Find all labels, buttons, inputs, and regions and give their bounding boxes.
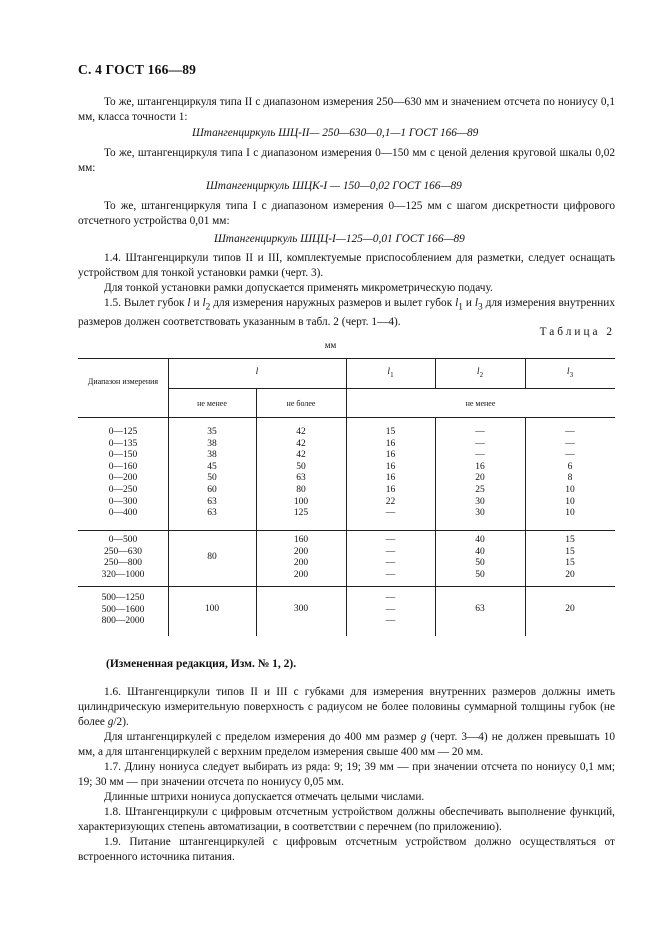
g2-l1-col — [346, 535, 435, 581]
g1-l2-col — [435, 427, 525, 520]
table-cell: 6 — [567, 461, 573, 472]
g1-l1-col — [346, 427, 435, 520]
header-range: Диапазон измерения — [87, 377, 159, 386]
paragraph-1-4: 1.4. Штангенциркули типов II и III, комплектуемые приспособлением для разметки, следует оснащать устройством для тонкой установки рамки (черт. 3). — [78, 252, 615, 279]
table-cell: 16 — [385, 450, 396, 461]
table-cell: 320—1000 — [101, 569, 145, 580]
table-cell: 500—1250 — [101, 593, 145, 603]
table-cell: — — [385, 616, 396, 627]
table-cell: 15 — [565, 546, 575, 557]
header-l2: $l_2$ — [476, 367, 484, 379]
table-cell: 0—150 — [108, 450, 138, 461]
table-cell: 63 — [207, 508, 217, 519]
table-cell: 0—300 — [108, 496, 138, 507]
paragraph-1-7-note: Длинные штрихи нониуса допускается отмечать целыми числами. — [104, 791, 425, 803]
table-cell: 40 — [475, 546, 485, 557]
header-max: не более — [286, 399, 316, 408]
g1-lmax-col — [256, 427, 346, 520]
g2-l3-col — [525, 535, 615, 581]
g1-lmin-col — [168, 427, 256, 520]
table-cell: 22 — [385, 496, 396, 507]
header-min-2: не менее — [465, 399, 496, 408]
table-cell: 50 — [475, 569, 485, 580]
table-cell: 50 — [207, 473, 217, 484]
table-cell: 42 — [296, 438, 306, 449]
table-cell: — — [385, 535, 396, 545]
table-cell: 16 — [385, 473, 396, 484]
table-cell: 250—630 — [104, 546, 142, 557]
g1-l3-col — [525, 427, 615, 520]
table-cell: 38 — [207, 438, 217, 449]
table-cell: 10 — [565, 508, 575, 519]
table-cell: 50 — [475, 558, 485, 569]
table-cell: — — [385, 558, 396, 569]
table-cell: 38 — [207, 450, 217, 461]
table-cell: 800—2000 — [101, 616, 145, 627]
table-cell: 16 — [385, 484, 396, 495]
designation-1: Штангенциркуль ШЦ-II— 250—630—0,1—1 ГОСТ 166—89 — [192, 127, 479, 139]
table-cell: 100 — [293, 496, 309, 507]
paragraph-1-4-note: Для тонкой установки рамки допускается применять микрометрическую подачу. — [104, 282, 493, 294]
table-cell: 0—160 — [108, 461, 138, 472]
table-cell: 0—200 — [108, 473, 138, 484]
paragraph-1-5: 1.5. Вылет губок l и $l_2$ для измерения наружных размеров и вылет губок $l_1$ и $l_3$ для измерения внутренних размеров должен соответствовать указанным в табл. 2 (черт. 1—4). — [78, 297, 615, 329]
table-cell: — — [475, 427, 485, 437]
table-cell: — — [385, 604, 396, 615]
designation-3: Штангенциркуль ШЦЦ-I—125—0,01 ГОСТ 166—89 — [214, 233, 465, 245]
table-cell: 15 — [565, 558, 575, 569]
table-cell: — — [475, 438, 485, 449]
table-cell: 0—135 — [108, 438, 138, 449]
header-l1: $l_1$ — [387, 367, 394, 379]
table-cell: 0—125 — [108, 427, 138, 437]
table-cell: 200 — [293, 569, 309, 580]
table-cell: 125 — [293, 508, 309, 519]
g2-lmax-col — [256, 535, 346, 581]
g3-l2-cell: 63 — [475, 604, 485, 614]
g1-range-col — [78, 427, 168, 520]
table-cell: 45 — [207, 461, 217, 472]
table-cell: 10 — [565, 496, 575, 507]
table-cell: 25 — [475, 484, 485, 495]
table-cell: — — [565, 427, 575, 437]
g3-lmin-cell: 100 — [204, 604, 220, 614]
table-cell: 30 — [475, 496, 485, 507]
paragraph-intro-1: То же, штангенциркуля типа II с диапазоном измерения 250—630 мм и значением отсчета по нониусу 0,1 мм, класса точности 1: — [78, 96, 615, 123]
table-cell: 30 — [475, 508, 485, 519]
table-cell: 160 — [293, 535, 309, 545]
table-cell: — — [565, 450, 575, 461]
header-l: l — [255, 367, 259, 377]
g2-l2-col — [435, 535, 525, 581]
paragraph-1-7: 1.7. Длину нониуса следует выбирать из ряда: 9; 19; 39 мм — при значении отсчета по нониусу 0,1 мм; 19; 30 мм — при значении отсчета по нониусу 0,05 мм. — [78, 761, 615, 788]
table-cell: — — [565, 438, 575, 449]
g3-l3-cell: 20 — [565, 604, 575, 614]
paragraph-intro-3: То же, штангенциркуля типа I с диапазоном измерения 0—125 мм с шагом дискретности цифрового отсчетного устройства 0,01 мм: — [78, 200, 615, 227]
page-header: С. 4 ГОСТ 166—89 — [78, 62, 197, 77]
amendment-note: (Измененная редакция, Изм. № 1, 2). — [106, 658, 297, 670]
table-cell: 500—1600 — [101, 604, 145, 615]
table-cell: 35 — [207, 427, 217, 437]
table-cell: 63 — [296, 473, 306, 484]
table-cell: 16 — [475, 461, 485, 472]
table-cell: 200 — [293, 546, 309, 557]
table-cell: 42 — [296, 427, 306, 437]
paragraph-1-9: 1.9. Питание штангенциркулей с цифровым отсчетным устройством должно осуществляться от встроенного источника питания. — [78, 836, 615, 863]
table-cell: — — [385, 593, 396, 603]
table-caption: Таблица 2 — [539, 326, 615, 338]
table-2 — [78, 358, 615, 636]
table-cell: — — [385, 546, 396, 557]
table-cell: 8 — [567, 473, 573, 484]
paragraph-intro-2: То же, штангенциркуля типа I с диапазоном измерения 0—150 мм с ценой деления круговой шкалы 0,02 мм: — [78, 147, 615, 174]
paragraph-1-6: 1.6. Штангенциркули типов II и III с губками для измерения внутренних размеров должны иметь цилиндрическую измерительную поверхность с радиусом не более половины суммарной толщины губок (не более g/2). — [78, 686, 615, 728]
g3-range-col — [78, 593, 168, 628]
table-cell: 0—400 — [108, 508, 138, 519]
designation-2: Штангенциркуль ШЦК-I — 150—0,02 ГОСТ 166—89 — [206, 180, 462, 192]
table-cell: — — [385, 508, 396, 519]
table-cell: 20 — [475, 473, 485, 484]
table-cell: 60 — [207, 484, 217, 495]
paragraph-1-6-note: Для штангенциркулей с пределом измерения до 400 мм размер g (черт. 3—4) не должен превышать 10 мм, а для штангенциркулей с верхним пределом измерения свыше 400 мм — 20 мм. — [78, 731, 615, 758]
paragraph-1-8: 1.8. Штангенциркули с цифровым отсчетным устройством должны обеспечивать выполнение функций, характеризующих степень автоматизации, в соответствии с перечнем (по приложению). — [78, 806, 615, 833]
table-cell: 200 — [293, 558, 309, 569]
table-cell: 63 — [207, 496, 217, 507]
table-cell: 0—500 — [108, 535, 138, 545]
g3-lmax-cell: 300 — [293, 604, 309, 614]
table-cell: 10 — [565, 484, 575, 495]
table-cell: 50 — [296, 461, 306, 472]
table-cell: 42 — [296, 450, 306, 461]
g3-l1-col — [346, 593, 435, 628]
table-cell: 16 — [385, 461, 396, 472]
g2-range-col — [78, 535, 168, 581]
table-units: мм — [324, 340, 337, 350]
table-cell: 16 — [385, 438, 396, 449]
table-cell: 15 — [565, 535, 575, 545]
table-cell: 80 — [296, 484, 306, 495]
header-min: не менее — [197, 399, 227, 408]
table-cell: 0—250 — [108, 484, 138, 495]
table-cell: 40 — [475, 535, 485, 545]
g2-lmin-cell: 80 — [207, 552, 217, 562]
table-cell: — — [385, 569, 396, 580]
table-cell: 250—800 — [104, 558, 142, 569]
table-cell: 15 — [385, 427, 396, 437]
table-cell: — — [475, 450, 485, 461]
table-cell: 20 — [565, 569, 575, 580]
table-rule-subheader — [168, 388, 615, 389]
header-l3: $l_3$ — [566, 367, 574, 379]
